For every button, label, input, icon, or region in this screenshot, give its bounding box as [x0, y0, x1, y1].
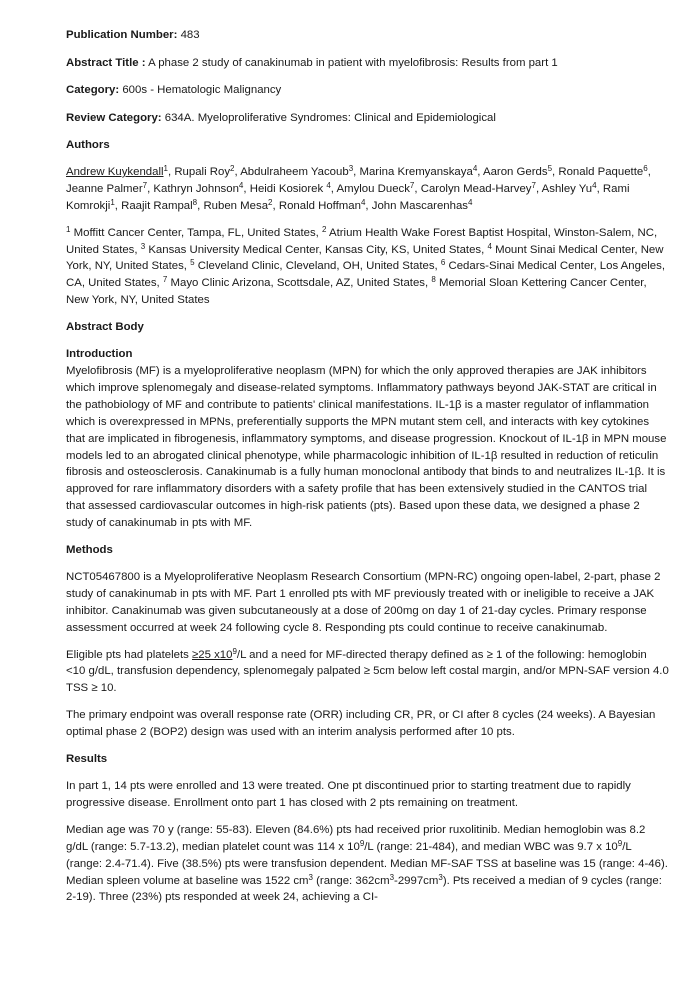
- author-affiliation-sup: 7: [142, 180, 148, 190]
- author-name: Ronald Hoffman: [278, 199, 361, 212]
- affiliation-text: Atrium Health Wake Forest Baptist Hospital, Winston-Salem, NC, United States,: [66, 226, 658, 256]
- author-separator: ,: [414, 182, 421, 195]
- author-affiliation-sup: 4: [472, 163, 478, 173]
- author-separator: ,: [197, 199, 204, 212]
- affiliation-sup: 2: [322, 224, 327, 234]
- methods-paragraph-2: [66, 647, 669, 698]
- affiliations-list: [66, 225, 669, 310]
- author-affiliation-sup: 5: [547, 163, 553, 173]
- author-name: Marina Kremyanskaya: [359, 165, 473, 178]
- category-label: Category:: [66, 84, 120, 96]
- affiliation-sup: 8: [431, 275, 436, 285]
- author-separator: ,: [167, 165, 175, 178]
- authors-heading: Authors: [66, 139, 110, 151]
- review-category-label: Review Category:: [66, 111, 162, 124]
- author-name: Jeanne Palmer: [66, 182, 143, 195]
- methods-p2-text-c: /L and a need for MF-directed therapy defined as ≥ 1 of the following: hemoglobin <10 g/dL, transfusion dependency, splenomegaly palpated ≥ 5cm below left costal margin, and/or MPN-SAF version 4.0 TSS ≥ 10.: [66, 648, 669, 695]
- results-p2-sup1: 9: [359, 838, 365, 848]
- results-p2-text-d: (range: 362cm: [312, 874, 390, 887]
- author-separator: ,: [234, 165, 241, 178]
- results-p2-text-a: Median age was 70 y (range: 55-83). Eleven (84.6%) pts had received prior ruxolitinib. Median hemoglobin was 8.2 g/dL (range: 5.7-13.2), median platelet count was 114 x 10: [66, 823, 646, 853]
- methods-paragraph-3: The primary endpoint was overall response rate (ORR) including CR, PR, or CI after 8 cycles (24 weeks). A Bayesian optimal phase 2 (BOP2) design was used with an interim analysis performed after 10 pts.: [66, 709, 656, 739]
- affiliation-text: Memorial Sloan Kettering Cancer Center, New York, NY, United States: [66, 277, 647, 307]
- publication-number-label: Publication Number:: [66, 29, 178, 41]
- abstract-title-label: Abstract Title :: [66, 56, 146, 69]
- author-separator: ,: [535, 182, 542, 195]
- author-separator: ,: [647, 165, 651, 178]
- methods-p2-text-a: Eligible pts had platelets: [66, 648, 193, 661]
- results-p2-sup2: 9: [617, 838, 623, 848]
- affiliation-sup: 7: [162, 275, 168, 285]
- author-affiliation-sup: 4: [360, 197, 366, 207]
- affiliation-text: Kansas University Medical Center, Kansas City, KS, United States,: [145, 243, 488, 256]
- affiliation-sup: 6: [440, 258, 446, 268]
- results-p2-sup4: 3: [389, 872, 395, 882]
- results-p2-text-b: /L (range: 21-484), and median WBC was 9.7 x 10: [364, 840, 618, 853]
- results-p2-text-c: /L (range: 2.4-71.4). Five (38.5%) pts were transfusion dependent. Median MF-SAF TSS at baseline was 15 (range: 4-46). Median spleen volume at baseline was 1522 cm: [66, 840, 668, 887]
- author-affiliation-sup: 4: [592, 180, 597, 190]
- results-p2-text-f: ). Pts received a median of 9 cycles (range: 2-19). Three (23%) pts responded at week 24, achieving a CI-: [66, 874, 662, 904]
- results-heading: Results: [66, 753, 108, 766]
- abstract-body-heading: Abstract Body: [66, 321, 144, 334]
- author-name: Abdulraheem Yacoub: [240, 165, 349, 178]
- methods-heading: Methods: [66, 544, 113, 557]
- affiliation-text: Mayo Clinic Arizona, Scottsdale, AZ, United States,: [167, 277, 432, 290]
- results-p2-sup3: 3: [308, 872, 313, 882]
- author-name: Rami Komrokji: [66, 182, 630, 212]
- author-separator: ,: [147, 182, 154, 195]
- methods-paragraph-1: NCT05467800 is a Myeloproliferative Neoplasm Research Consortium (MPN-RC) ongoing open-label, 2-part, phase 2 study of canakinumab in pts with MF. Part 1 enrolled pts with MF previously treated with or ineligible to receive a JAK inhibitor. Canakinumab was given subcutaneously at a dose of 200mg on day 1 of 21-day cycles. Primary response assessment occurred at week 24 following cycle 8. Responding pts could continue to receive canakinumab.: [66, 570, 661, 634]
- author-name: Ashley Yu: [541, 182, 593, 195]
- affiliation-sup: 3: [140, 241, 146, 251]
- author-name-presenting: Andrew Kuykendall: [66, 165, 164, 178]
- authors-list: [66, 164, 669, 215]
- abstract-title-row: [66, 55, 669, 72]
- author-affiliation-sup: 8: [192, 197, 198, 207]
- affiliation-text: Mount Sinai Medical Center, New York, NY, United States,: [66, 243, 664, 273]
- author-separator: ,: [330, 182, 337, 195]
- author-name: Aaron Gerds: [482, 165, 548, 178]
- author-name: Heidi Kosiorek: [249, 182, 327, 195]
- author-affiliation-sup: 7: [531, 180, 536, 190]
- author-affiliation-sup: 4: [238, 180, 244, 190]
- results-p2-text-e: -2997cm: [394, 874, 439, 887]
- author-name: Ruben Mesa: [203, 199, 269, 212]
- author-affiliation-sup: 4: [468, 197, 473, 207]
- affiliation-text: Cleveland Clinic, Cleveland, OH, United States,: [194, 260, 441, 273]
- author-affiliation-sup: 1: [163, 163, 168, 173]
- author-separator: ,: [596, 182, 603, 195]
- category-row: [66, 82, 669, 99]
- author-name: Rupali Roy: [174, 165, 231, 178]
- affiliation-sup: 1: [66, 224, 71, 234]
- author-separator: ,: [353, 165, 360, 178]
- author-name: Amylou Dueck: [336, 182, 410, 195]
- author-separator: ,: [477, 165, 483, 178]
- category-value: 600s - Hematologic Malignancy: [122, 84, 282, 96]
- author-separator: ,: [243, 182, 250, 195]
- author-affiliation-sup: 6: [643, 163, 648, 173]
- methods-p2-sup: 9: [232, 646, 237, 656]
- affiliation-text: Cedars-Sinai Medical Center, Los Angeles, CA, United States,: [66, 260, 665, 290]
- author-name: Kathryn Johnson: [153, 182, 239, 195]
- affiliation-sup: 5: [190, 258, 195, 268]
- author-separator: ,: [272, 199, 279, 212]
- author-separator: ,: [114, 199, 122, 212]
- author-affiliation-sup: 2: [230, 163, 235, 173]
- author-affiliation-sup: 1: [110, 197, 115, 207]
- author-affiliation-sup: 7: [409, 180, 415, 190]
- author-name: Ronald Paquette: [558, 165, 644, 178]
- results-paragraph-1: In part 1, 14 pts were enrolled and 13 were treated. One pt discontinued prior to starting treatment due to rapidly progressive disease. Enrollment onto part 1 has closed with 2 pts remaining on treatment.: [66, 780, 631, 809]
- publication-number-row: [66, 27, 669, 44]
- introduction-heading: Introduction: [66, 348, 133, 361]
- methods-p2-platelet-threshold: ≥25 x10: [192, 648, 233, 661]
- author-name: John Mascarenhas: [371, 199, 468, 212]
- author-separator: ,: [552, 165, 559, 178]
- affiliation-text: Moffitt Cancer Center, Tampa, FL, United States,: [70, 226, 323, 239]
- results-p2-sup5: 3: [438, 872, 443, 882]
- author-separator: ,: [365, 199, 372, 212]
- author-affiliation-sup: 2: [268, 197, 273, 207]
- abstract-title-value: A phase 2 study of canakinumab in patient with myelofibrosis: Results from part 1: [148, 56, 558, 69]
- review-category-value: 634A. Myeloproliferative Syndromes: Clinical and Epidemiological: [164, 111, 496, 124]
- introduction-text: Myelofibrosis (MF) is a myeloproliferative neoplasm (MPN) for which the only approved therapies are JAK inhibitors which improve splenomegaly and disease-related symptoms. Inflammatory pathways beyond JAK-STAT are critical in the pathobiology of MF and contribute to patients' clinical manifestations. IL-1β is a master regulator of inflammation which is overexpressed in MPNs, preferentially supports the MPN mutant stem cell, and interacts with key cytokines that are implicated in fibrogenesis, inflammatory symptoms, and disease progression. Knockout of IL-1β in MPN mouse models led to an abrogated clinical phenotype, while pharmacologic inhibition of IL-1β resulted in reduction of reticulin fibrosis and osteosclerosis. Canakinumab is a fully human monoclonal antibody that binds to and neutralizes IL-1β. It is approved for rare inflammatory disorders with a safety profile that has been extensively studied in the CANTOS trial that assessed cardiovascular outcomes in high-risk patients (pts). Based upon these data, we designed a phase 2 study of canakinumab in pts with MF.: [66, 364, 667, 530]
- review-category-row: [66, 110, 669, 127]
- author-affiliation-sup: 4: [326, 180, 331, 190]
- publication-number-value: 483: [180, 29, 200, 41]
- author-affiliation-sup: 3: [348, 163, 354, 173]
- author-name: Raajit Rampal: [121, 199, 193, 212]
- affiliation-sup: 4: [487, 241, 492, 251]
- results-paragraph-2: [66, 822, 669, 907]
- author-name: Carolyn Mead-Harvey: [420, 182, 532, 195]
